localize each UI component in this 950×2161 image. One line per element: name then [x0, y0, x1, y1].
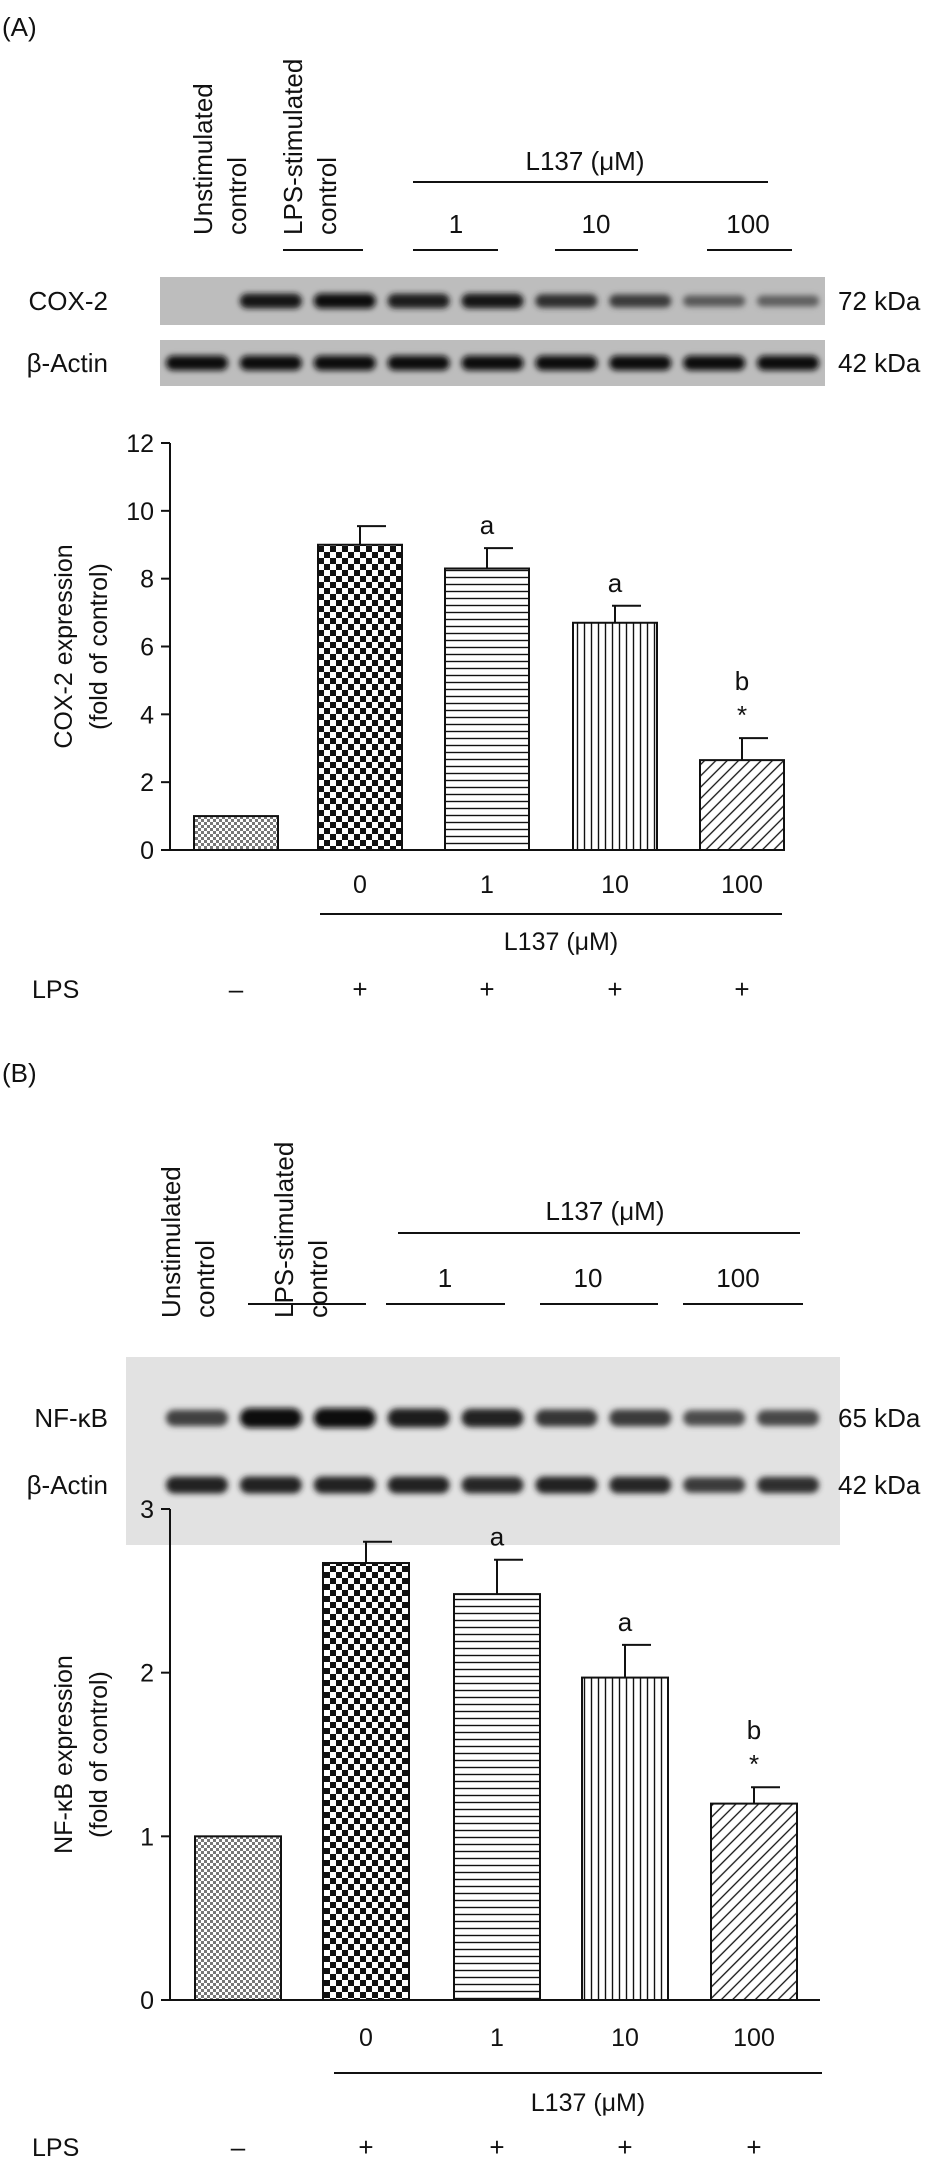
x-axis-label: L137 (μM) — [530, 2089, 646, 2117]
lps-sign: + — [358, 2132, 374, 2161]
dose-label: 1 — [437, 1263, 453, 1293]
bar — [318, 545, 402, 850]
lps-sign: – — [230, 2132, 246, 2161]
y-tick-label: 4 — [140, 701, 154, 730]
blot-band — [535, 294, 597, 308]
blot-row-label: COX-2 — [28, 286, 108, 316]
blot-band — [314, 1408, 376, 1428]
y-tick-label: 3 — [140, 1496, 154, 1524]
blot-band — [757, 1410, 819, 1426]
blot-band — [609, 295, 671, 308]
lps-sign: + — [607, 974, 623, 1004]
bar — [195, 1836, 281, 2000]
panel-label: (A) — [2, 12, 37, 42]
blot-band — [461, 1477, 523, 1494]
bar — [711, 1804, 797, 2000]
lps-row-label: LPS — [32, 976, 80, 1004]
blot-row-label: NF-κB — [34, 1403, 108, 1433]
significance-label: b — [734, 666, 750, 697]
y-tick-label: 0 — [140, 837, 154, 865]
blot-band — [461, 356, 523, 371]
y-tick-label: 12 — [126, 430, 154, 458]
blot-band — [535, 356, 597, 371]
significance-label: a — [489, 1521, 505, 1552]
lps-lane-label: LPS-stimulated — [278, 58, 308, 235]
blot-band — [166, 1410, 228, 1426]
y-tick-label: 8 — [140, 565, 154, 594]
lps-row — [32, 974, 750, 1004]
significance-label: a — [479, 510, 495, 541]
blot-band — [683, 1477, 745, 1493]
blot-band — [609, 356, 671, 371]
bar — [194, 816, 278, 850]
dose-label: 100 — [716, 1263, 760, 1293]
drug-header-label: L137 (μM) — [525, 146, 645, 176]
blot-band — [683, 356, 745, 371]
x-tick-label: 10 — [601, 871, 629, 899]
unstimulated-lane-label-line2: control — [222, 156, 252, 235]
dose-label: 10 — [581, 209, 611, 239]
molecular-weight-label: 65 kDa — [838, 1403, 921, 1433]
dose-label: 1 — [448, 209, 464, 239]
blot-band — [314, 293, 376, 308]
blot-band — [683, 295, 745, 306]
x-tick-label: 0 — [353, 871, 367, 899]
bar — [454, 1594, 540, 2000]
bar-chart — [50, 430, 784, 956]
blot-band — [388, 294, 450, 308]
lps-sign: + — [352, 974, 368, 1004]
blot-band — [757, 295, 819, 306]
western-blot — [27, 277, 921, 386]
molecular-weight-label: 42 kDa — [838, 348, 921, 378]
blot-band — [240, 1476, 302, 1493]
lps-sign: – — [228, 974, 244, 1004]
lps-sign: + — [734, 974, 750, 1004]
bar-chart — [50, 1496, 822, 2117]
y-tick-label: 10 — [126, 497, 154, 526]
y-tick-label: 2 — [140, 769, 154, 798]
bar — [323, 1563, 409, 2000]
lps-lane-label-line2: control — [303, 1239, 333, 1318]
bar — [573, 623, 657, 850]
blot-band — [609, 1410, 671, 1427]
y-axis-label: COX-2 expression — [50, 544, 78, 749]
y-tick-label: 1 — [140, 1823, 154, 1852]
x-axis-label: L137 (μM) — [503, 928, 619, 956]
x-tick-label: 100 — [721, 871, 763, 899]
blot-band — [240, 1408, 302, 1428]
blot-row-label: β-Actin — [26, 1470, 108, 1500]
panel-label: (B) — [2, 1058, 37, 1088]
lps-sign: + — [479, 974, 495, 1004]
blot-band — [388, 1476, 450, 1493]
y-tick-label: 2 — [140, 1659, 154, 1688]
y-axis-label: (fold of control) — [85, 563, 113, 730]
x-tick-label: 1 — [480, 871, 494, 899]
blot-band — [535, 1409, 597, 1426]
lps-lane-label: LPS-stimulated — [269, 1141, 299, 1318]
blot-band — [757, 1477, 819, 1493]
y-tick-label: 6 — [140, 633, 154, 662]
x-tick-label: 0 — [359, 2024, 373, 2052]
y-axis-label: NF-κB expression — [50, 1655, 78, 1854]
lps-lane-label-line2: control — [312, 156, 342, 235]
blot-band — [683, 1410, 745, 1425]
blot-band — [609, 1477, 671, 1494]
blot-band — [461, 294, 523, 309]
blot-band — [314, 356, 376, 371]
dose-label: 100 — [726, 209, 770, 239]
molecular-weight-label: 72 kDa — [838, 286, 921, 316]
lps-sign: + — [489, 2132, 505, 2161]
significance-label: a — [617, 1606, 633, 1637]
blot-band — [240, 356, 302, 371]
dose-label: 10 — [573, 1263, 603, 1293]
significance-label: * — [736, 700, 748, 731]
drug-header-label: L137 (μM) — [545, 1196, 665, 1226]
significance-label: b — [746, 1715, 762, 1746]
x-tick-label: 1 — [490, 2024, 504, 2052]
panel-a — [2, 12, 921, 1004]
blot-band — [461, 1409, 523, 1427]
lps-sign: + — [746, 2132, 762, 2161]
y-axis-label: (fold of control) — [85, 1671, 113, 1838]
significance-label: * — [748, 1749, 760, 1780]
lps-row-label: LPS — [32, 2134, 80, 2161]
blot-band — [166, 1476, 228, 1493]
lps-row — [32, 2132, 762, 2161]
blot-band — [757, 356, 819, 371]
blot-background — [126, 1357, 840, 1545]
y-tick-label: 0 — [140, 1987, 154, 2015]
x-tick-label: 100 — [733, 2024, 775, 2052]
blot-row-label: β-Actin — [26, 348, 108, 378]
x-tick-label: 10 — [611, 2024, 639, 2052]
molecular-weight-label: 42 kDa — [838, 1470, 921, 1500]
unstimulated-lane-label: Unstimulated — [188, 83, 218, 235]
lps-sign: + — [617, 2132, 633, 2161]
blot-band — [388, 356, 450, 371]
panel-b — [2, 1058, 921, 2161]
significance-label: a — [607, 567, 623, 598]
bar — [700, 760, 784, 850]
blot-band — [314, 1476, 376, 1493]
bar — [582, 1678, 668, 2000]
blot-band — [240, 294, 302, 309]
bar — [445, 568, 529, 850]
unstimulated-lane-label-line2: control — [190, 1239, 220, 1318]
blot-band — [388, 1409, 450, 1428]
blot-band — [535, 1476, 597, 1493]
blot-band — [166, 356, 228, 371]
unstimulated-lane-label: Unstimulated — [156, 1166, 186, 1318]
western-blot — [27, 1357, 921, 1545]
